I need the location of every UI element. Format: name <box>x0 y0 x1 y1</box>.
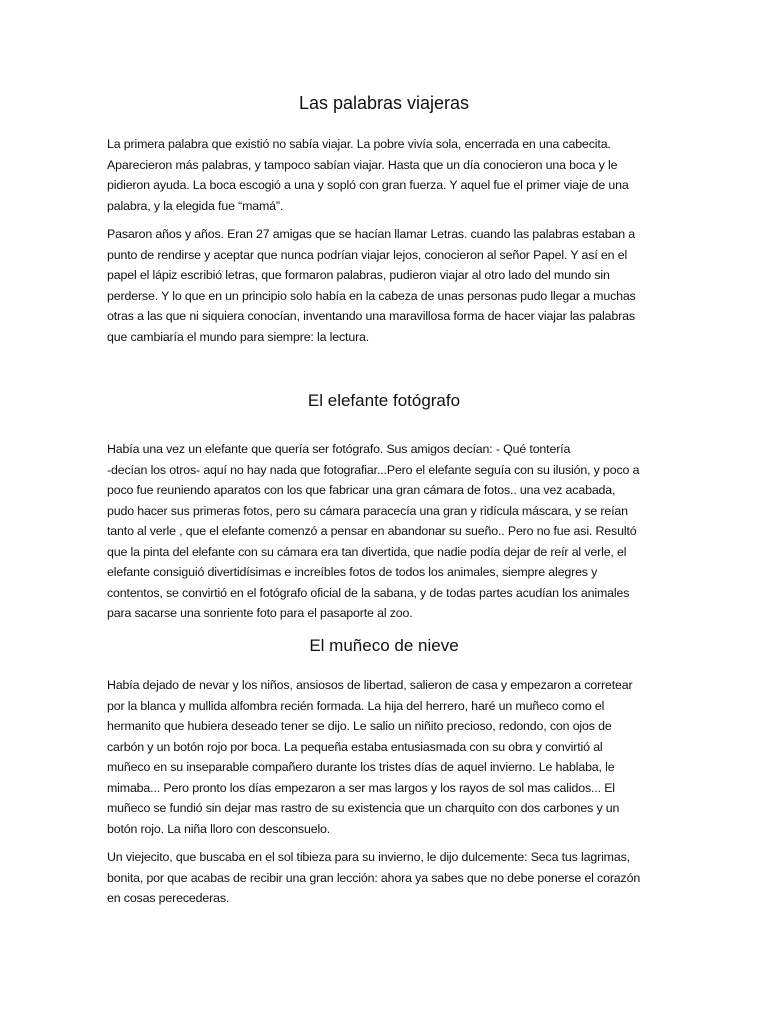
paragraph-muneco-1: Había dejado de nevar y los niños, ansiosos de libertad, salieron de casa y empezaron a corretear por la blanca y mullida alfombra recién formada. La hija del herrero, haré un muñeco como el hermanito que hubiera deseado tener se dijo. Le salio un niñito precioso, redondo, con ojos de carbón y un botón rojo por boca. La pequeña estaba entusiasmada con su obra y convirtió al muñeco en su inseparable compañero durante los tristes días de aquel invierno. Le hablaba, le mimaba... Pero pronto los días empezaron a ser mas largos y los rayos de sol mas calidos... El muñeco se fundió sin dejar mas rastro de su existencia que un charquito con dos carbones y un botón rojo. La niña lloro con desconsuelo. <box>107 678 633 836</box>
section-title-el-elefante-fotografo: El elefante fotógrafo <box>307 391 461 410</box>
paragraph-palabras-2: Pasaron años y años. Eran 27 amigas que se hacían llamar Letras. cuando las palabras estaban a punto de rendirse y aceptar que nunca podrían viajar lejos, conocieron al señor Papel. Y así en el papel el lápiz escribió letras, que formaron palabras, pudieron viajar al otro lado del mundo sin perderse. Y lo que en un principio solo había en la cabeza de unas personas pudo llegar a muchas otras a las que ni siquiera conocían, inventando una maravillosa forma de hacer viajar las palabras que cambiaría el mundo para siempre: la lectura. <box>107 227 636 344</box>
paragraph-muneco-2: Un viejecito, que buscaba en el sol tibieza para su invierno, le dijo dulcemente: Seca tus lagrimas, bonita, por que acabas de recibir una gran lección: ahora ya sabes que no debe ponerse el corazón en cosas perecederas. <box>107 850 641 905</box>
paragraph-elefante-1: Había una vez un elefante que quería ser fotógrafo. Sus amigos decían: - Qué tontería -decían los otros- aquí no hay nada que fotografiar...Pero el elefante seguía con su ilusión, y poco a poco fue reuniendo aparatos con los que fabricar una gran cámara de fotos.. una vez acabada, pudo hacer sus primeras fotos, pero su cámara paracecía una gran y ridícula máscara, y se reían tanto al verle , que el elefante comenzó a pensar en abandonar su sueño.. Pero no fue asi. Resultó que la pinta del elefante con su cámara era tan divertida, que nadie podía dejar de reír al verle, el elefante consiguió divertidísimas e increíbles fotos de todos los animales, siempre alegres y contentos, se convirtió en el fotógrafo oficial de la sabana, y de todas partes acudían los animales para sacarse una sonriente foto para el pasaporte al zoo. <box>107 442 640 620</box>
section-title-las-palabras-viajeras: Las palabras viajeras <box>298 93 470 113</box>
section-title-el-muneco-de-nieve: El muñeco de nieve <box>309 636 459 655</box>
paragraph-palabras-1: La primera palabra que existió no sabía viajar. La pobre vivía sola, encerrada en una cabecita. Aparecieron más palabras, y tampoco sabían viajar. Hasta que un día conocieron una boca y le pidieron ayuda. La boca escogió a una y sopló con gran fuerza. Y aquel fue el primer viaje de una palabra, y la elegida fue “mamá”. <box>107 137 629 213</box>
